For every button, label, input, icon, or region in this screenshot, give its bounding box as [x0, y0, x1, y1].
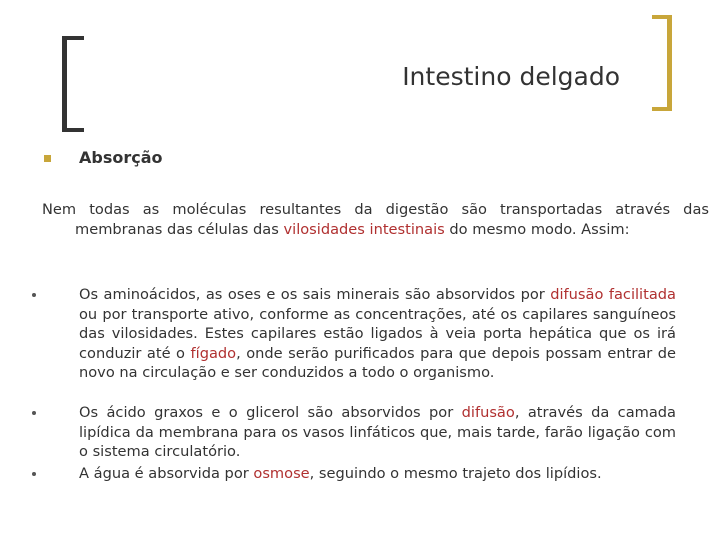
left-bracket-decoration [62, 36, 86, 132]
item-highlight: difusão [461, 404, 515, 421]
section-heading: Absorção [79, 148, 163, 167]
list-item [79, 403, 676, 462]
item-highlight: osmose [253, 465, 310, 482]
item-text: , onde serão purificados para que depois possam entrar de novo na circulação e ser conduzidos a todo o organismo. [79, 344, 677, 381]
item-text: A água é absorvida por [79, 465, 254, 482]
right-bracket-decoration [648, 15, 672, 111]
intro-paragraph [42, 200, 709, 239]
item-highlight: fígado [190, 344, 237, 362]
intro-text-2: do mesmo modo. Assim: [444, 220, 630, 238]
item-text: Os aminoácidos, as oses e os sais minerais são absorvidos por [79, 286, 551, 303]
square-bullet-icon [44, 155, 51, 162]
dot-bullet-icon [32, 472, 36, 476]
item-text: , seguindo o mesmo trajeto dos lipídios. [309, 465, 602, 482]
intro-text-1: Nem todas as moléculas resultantes da digestão são transportadas através das membranas das células das [42, 201, 709, 238]
dot-bullet-icon [32, 411, 36, 415]
list-item [79, 285, 676, 383]
item-highlight: difusão facilitada [550, 286, 676, 303]
slide-title: Intestino delgado [402, 62, 620, 91]
item-text: ou por transporte ativo, conforme as concentrações, até os capilares sanguíneos das vilosidades. Estes capilares estão ligados à veia porta hepática que os irá conduzir até o [79, 305, 676, 362]
dot-bullet-icon [32, 293, 36, 297]
item-text: Os ácido graxos e o glicerol são absorvidos por [79, 404, 462, 421]
intro-highlight: vilosidades intestinais [283, 220, 445, 238]
list-item [79, 464, 676, 484]
item-text: , através da camada lipídica da membrana para os vasos linfáticos que, mais tarde, farão ligação com o sistema circulatório. [79, 404, 676, 460]
